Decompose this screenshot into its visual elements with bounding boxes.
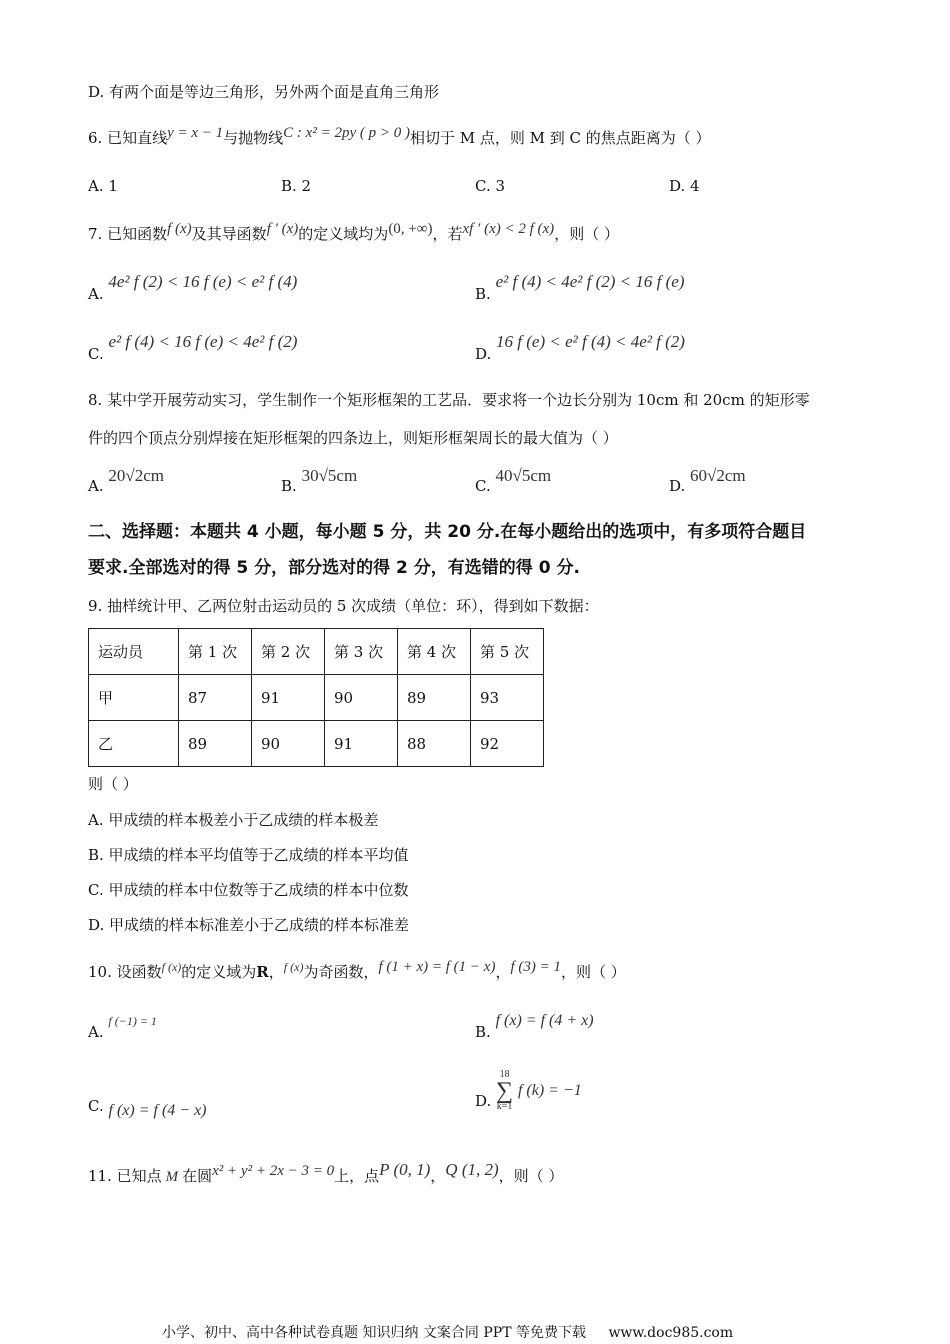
q11-circle-equation: x² + y² + 2x − 3 = 0 xyxy=(212,1163,335,1179)
q7-option-c-expr: e² f (4) < 16 f (e) < 4e² f (2) xyxy=(108,332,298,351)
q10-mid2: 为奇函数， xyxy=(303,963,379,981)
q7-option-a-expr: 4e² f (2) < 16 f (e) < e² f (4) xyxy=(108,272,298,291)
table-cell: 90 xyxy=(325,675,398,721)
q8-option-b xyxy=(281,466,358,495)
table-header-cell: 第 1 次 xyxy=(179,629,252,675)
table-cell: 90 xyxy=(252,721,325,767)
q7-mid1: 及其导函数 xyxy=(191,225,267,243)
q9-score-table xyxy=(88,628,544,767)
q7-option-b-expr: e² f (4) < 4e² f (2) < 16 f (e) xyxy=(495,272,685,291)
q7-option-c-label: C. xyxy=(88,345,104,363)
q10-option-d-expr: f (k) = −1 xyxy=(517,1082,582,1099)
table-cell: 甲 xyxy=(89,675,179,721)
q8-option-d-label: D. xyxy=(669,477,686,495)
q8-option-c-label: C. xyxy=(475,477,491,495)
table-cell: 87 xyxy=(179,675,252,721)
q7-option-a-label: A. xyxy=(88,285,104,303)
q10-option-d-label: D. xyxy=(475,1092,492,1110)
q7-option-d-expr: 16 f (e) < e² f (4) < 4e² f (2) xyxy=(496,332,685,351)
sigma-icon: ∑ xyxy=(496,1078,514,1104)
q11-point-p: P (0, 1) xyxy=(379,1160,431,1179)
q10-option-a-expr: f (−1) = 1 xyxy=(108,1014,157,1028)
q10-comma2: ， xyxy=(495,963,511,981)
q8-option-d-value: 60√2cm xyxy=(690,466,746,485)
q10-option-c xyxy=(88,1096,207,1117)
q7-suffix: ，则（ ） xyxy=(554,225,619,243)
table-cell: 91 xyxy=(252,675,325,721)
q6-option-c: C. 3 xyxy=(475,177,506,195)
q9-stem: 9. 抽样统计甲、乙两位射击运动员的 5 次成绩（单位：环），得到如下数据： xyxy=(88,597,599,615)
table-cell: 乙 xyxy=(89,721,179,767)
q6-option-d: D. 4 xyxy=(669,177,700,195)
q10-option-c-label: C. xyxy=(88,1097,104,1115)
q11-point-m: M xyxy=(165,1169,179,1185)
q6-suffix: 相切于 M 点，则 M 到 C 的焦点距离为（ ） xyxy=(409,129,711,147)
q11-prefix: 11. 已知点 xyxy=(88,1167,162,1185)
q9-then: 则（ ） xyxy=(88,775,138,793)
table-header-cell: 第 5 次 xyxy=(471,629,544,675)
q11-mid2: 上，点 xyxy=(334,1167,380,1185)
q10-option-b-expr: f (x) = f (4 + x) xyxy=(495,1012,594,1029)
table-header-cell: 运动员 xyxy=(89,629,179,675)
q5-option-d: D. 有两个面是等边三角形，另外两个面是直角三角形 xyxy=(88,83,440,101)
q7-option-b xyxy=(475,272,685,303)
table-cell: 93 xyxy=(471,675,544,721)
q10-prefix: 10. 设函数 xyxy=(88,963,162,981)
q7-prefix: 7. 已知函数 xyxy=(88,225,168,243)
q10-function: f (x) xyxy=(161,960,182,974)
table-cell: 91 xyxy=(325,721,398,767)
q8-line2: 件的四个顶点分别焊接在矩形框架的四条边上，则矩形框架周长的最大值为（ ） xyxy=(88,429,618,447)
q7-option-c xyxy=(88,332,298,363)
q11-point-q: Q (1, 2) xyxy=(445,1160,499,1179)
q8-line1: 8. 某中学开展劳动实习，学生制作一个矩形框架的工艺品．要求将一个边长分别为 10cm 和 20cm 的矩形零 xyxy=(88,391,810,409)
q10-real-set: R xyxy=(256,963,269,981)
q7-condition: xf ′ (x) < 2 f (x) xyxy=(462,221,555,237)
q6-stem xyxy=(88,125,711,149)
q7-option-d-label: D. xyxy=(475,345,492,363)
summation-symbol xyxy=(496,1070,513,1112)
q10-suffix: ，则（ ） xyxy=(561,963,626,981)
q7-function: f (x) xyxy=(167,221,192,237)
table-header-cell: 第 3 次 xyxy=(325,629,398,675)
q7-mid2: 的定义域均为 xyxy=(298,225,389,243)
q8-option-c xyxy=(475,466,552,495)
q10-option-a-label: A. xyxy=(88,1023,104,1041)
table-cell: 88 xyxy=(398,721,471,767)
q7-option-b-label: B. xyxy=(475,285,491,303)
table-cell: 92 xyxy=(471,721,544,767)
q7-option-d xyxy=(475,332,685,363)
q10-condition-2: f (3) = 1 xyxy=(510,959,561,975)
table-cell: 89 xyxy=(398,675,471,721)
sum-upper-limit: 18 xyxy=(499,1069,510,1080)
q10-option-b-label: B. xyxy=(475,1023,491,1041)
q8-option-b-value: 30√5cm xyxy=(301,466,358,485)
q8-option-c-value: 40√5cm xyxy=(495,466,552,485)
q8-option-b-label: B. xyxy=(281,477,297,495)
q10-comma1: ， xyxy=(268,963,284,981)
table-header-cell: 第 4 次 xyxy=(398,629,471,675)
q8-option-a-label: A. xyxy=(88,477,104,495)
footer-url[interactable]: www.doc985.com xyxy=(608,1325,734,1341)
footer xyxy=(162,1323,733,1343)
q6-mid: 与抛物线 xyxy=(223,129,284,147)
table-row xyxy=(89,721,544,767)
q9-option-b: B. 甲成绩的样本平均值等于乙成绩的样本平均值 xyxy=(88,846,409,864)
q10-option-d xyxy=(475,1070,582,1112)
q11-stem xyxy=(88,1160,564,1187)
q7-domain: (0, +∞) xyxy=(388,221,433,237)
q10-stem xyxy=(88,959,626,983)
table-row xyxy=(89,675,544,721)
section2-line1: 二、选择题：本题共 4 小题，每小题 5 分，共 20 分.在每小题给出的选项中，有多项符合题目 xyxy=(88,522,807,542)
q6-option-b: B. 2 xyxy=(281,177,312,195)
q9-option-c: C. 甲成绩的样本中位数等于乙成绩的样本中位数 xyxy=(88,881,409,899)
q7-derivative: f ′ (x) xyxy=(266,221,299,237)
q8-option-a xyxy=(88,466,164,495)
q11-mid1: 在圆 xyxy=(182,1167,213,1185)
q7-option-a xyxy=(88,272,298,303)
q8-option-d xyxy=(669,466,746,495)
q10-mid1: 的定义域为 xyxy=(181,963,257,981)
q8-option-a-value: 20√2cm xyxy=(108,466,164,485)
q9-option-d: D. 甲成绩的样本标准差小于乙成绩的样本标准差 xyxy=(88,916,410,934)
footer-text: 小学、初中、高中各种试卷真题 知识归纳 文案合同 PPT 等免费下载 xyxy=(162,1325,586,1341)
table-header-cell: 第 2 次 xyxy=(252,629,325,675)
q7-stem xyxy=(88,221,619,245)
q11-comma: ， xyxy=(430,1167,446,1185)
q10-condition-1: f (1 + x) = f (1 − x) xyxy=(378,959,496,975)
q6-parabola-equation: C : x² = 2py ( p > 0 ) xyxy=(283,125,410,141)
q6-option-a: A. 1 xyxy=(88,177,118,195)
q6-prefix: 6. 已知直线 xyxy=(88,129,168,147)
q6-line-equation: y = x − 1 xyxy=(167,125,224,141)
q10-option-b xyxy=(475,1010,594,1041)
table-header-row xyxy=(89,629,544,675)
q11-suffix: ，则（ ） xyxy=(498,1167,564,1185)
section2-line2: 要求.全部选对的得 5 分，部分选对的得 2 分，有选错的得 0 分. xyxy=(88,558,580,578)
sum-lower-limit: k=1 xyxy=(496,1101,513,1112)
table-cell: 89 xyxy=(179,721,252,767)
q9-option-a: A. 甲成绩的样本极差小于乙成绩的样本极差 xyxy=(88,811,379,829)
q7-mid3: ，若 xyxy=(432,225,463,243)
q10-function-2: f (x) xyxy=(283,960,304,974)
q10-option-c-expr: f (x) = f (4 − x) xyxy=(108,1102,207,1119)
q10-option-a xyxy=(88,1010,157,1041)
